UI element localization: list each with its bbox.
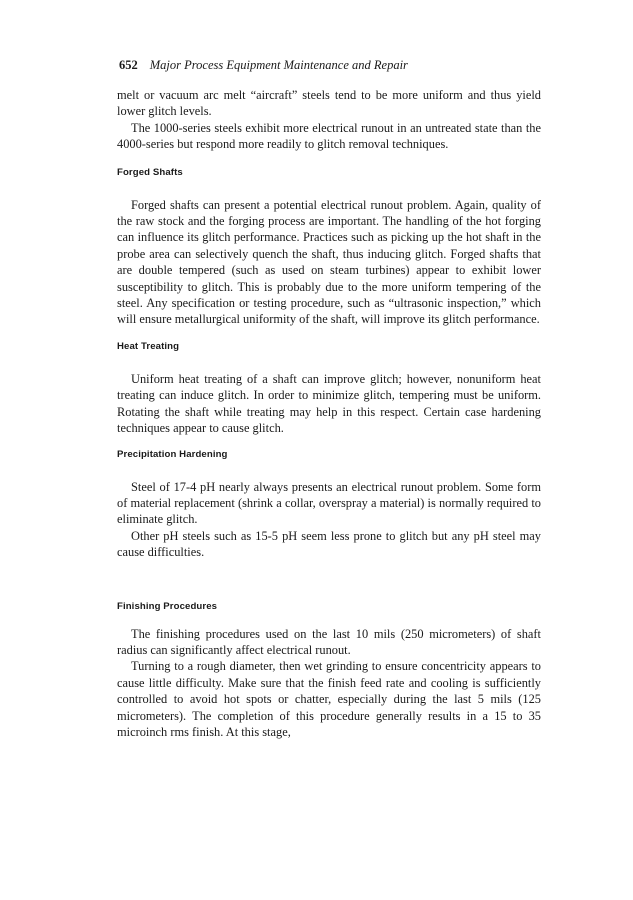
paragraph: Uniform heat treating of a shaft can improve glitch; however, nonuniform heat treating can induce glitch. In order to minimize glitch, tempering must be uniform. Rotating the shaft while treating may help in this respect. Certain case hardening techniques appear to cause glitch. <box>117 371 541 436</box>
section-heading: Forged Shafts <box>117 166 183 178</box>
paragraph: The finishing procedures used on the last 10 mils (250 micrometers) of shaft radius can significantly affect electrical runout. <box>117 626 541 657</box>
paragraph: Forged shafts can present a potential electrical runout problem. Again, quality of the raw stock and the forging process are important. The handling of the hot forging can influence its glitch performance. Practices such as picking up the hot shaft in the probe area can selectively quench the shaft, thus inducing glitch. Forged shafts that are double tempered (such as used on steam turbines) appear to exhibit lower susceptibility to glitch. This is probably due to the more uniform tempering of the steel. Any specification or testing procedure, such as “ultrasonic inspection,” which will ensure metallurgical uniformity of the shaft, will improve its glitch performance. <box>117 197 541 327</box>
document-page <box>117 58 541 740</box>
paragraph: Steel of 17-4 pH nearly always presents an electrical runout problem. Some form of material replacement (shrink a collar, overspray a material) is normally required to eliminate glitch. <box>117 479 541 527</box>
forged-shafts-section <box>117 167 541 328</box>
paragraph: Turning to a rough diameter, then wet grinding to ensure concentricity appears to cause little difficulty. Make sure that the finish feed rate and cooling is sufficiently controlled to avoid hot spots or chatter, especially during the last 5 mils (125 micrometers). The completion of this procedure generally results in a 15 to 35 microinch rms finish. At this stage, <box>117 659 541 739</box>
section-heading: Precipitation Hardening <box>117 448 228 460</box>
finishing-procedures-section <box>117 601 541 741</box>
running-header <box>117 58 541 73</box>
intro-section <box>117 87 541 153</box>
paragraph: The 1000-series steels exhibit more electrical runout in an untreated state than the 4000-series but respond more readily to glitch removal techniques. <box>117 120 541 152</box>
paragraph: melt or vacuum arc melt “aircraft” steels tend to be more uniform and thus yield lower glitch levels. <box>117 88 541 119</box>
paragraph: Other pH steels such as 15-5 pH seem less prone to glitch but any pH steel may cause difficulties. <box>117 528 541 560</box>
heat-treating-section <box>117 341 541 437</box>
running-title: Major Process Equipment Maintenance and Repair <box>149 58 408 72</box>
section-heading: Heat Treating <box>117 340 180 352</box>
page-number: 652 <box>119 58 138 72</box>
precipitation-hardening-section <box>117 449 541 561</box>
section-heading: Finishing Procedures <box>117 600 218 612</box>
